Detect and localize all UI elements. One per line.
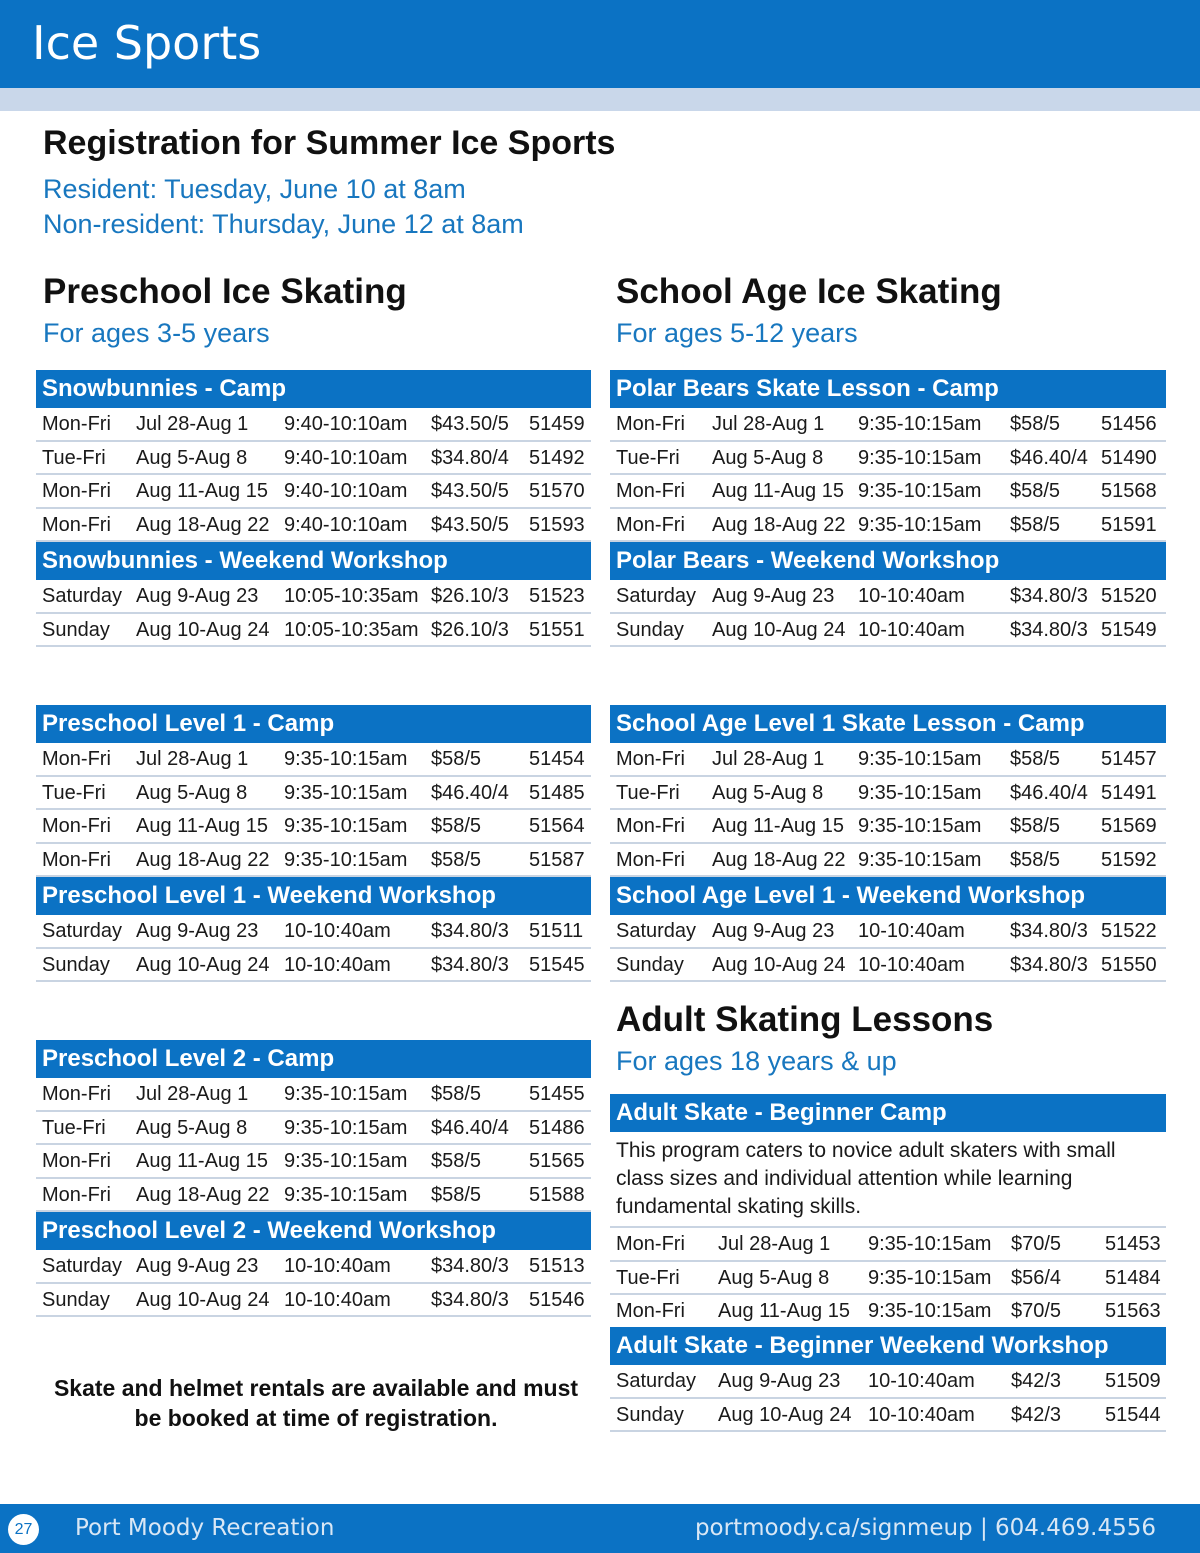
cell-course-code: 51484 — [1105, 1266, 1161, 1289]
table-heading: Polar Bears Skate Lesson - Camp — [610, 370, 1166, 408]
cell-fee: $58/5 — [431, 1183, 482, 1206]
table-row — [36, 844, 591, 878]
cell-course-code: 51457 — [1101, 748, 1157, 770]
cell-time: 10-10:40am — [868, 1403, 975, 1426]
table-row — [36, 915, 591, 949]
cell-dates: Aug 11-Aug 15 — [136, 815, 268, 838]
cell-time: 9:40-10:10am — [284, 480, 408, 503]
schedule-table-adult-beginner-weekend — [610, 1327, 1166, 1432]
page-number: 27 — [8, 1514, 39, 1545]
table-heading: Polar Bears - Weekend Workshop — [610, 542, 1166, 580]
cell-day: Mon-Fri — [616, 748, 685, 770]
cell-course-code: 51486 — [529, 1116, 585, 1139]
cell-fee: $34.80/3 — [1010, 920, 1088, 942]
header-strip — [0, 88, 1200, 111]
cell-dates: Aug 10-Aug 24 — [136, 1288, 270, 1311]
table-heading: Snowbunnies - Weekend Workshop — [36, 542, 591, 580]
cell-day: Sunday — [616, 1403, 684, 1426]
cell-course-code: 51491 — [1101, 781, 1157, 804]
cell-course-code: 51569 — [1101, 815, 1157, 838]
cell-time: 9:35-10:15am — [858, 848, 982, 871]
cell-course-code: 51550 — [1101, 953, 1157, 976]
cell-time: 9:35-10:15am — [868, 1266, 992, 1289]
cell-fee: $56/4 — [1011, 1266, 1062, 1289]
cell-day: Sunday — [616, 953, 684, 976]
cell-time: 9:35-10:15am — [858, 446, 982, 469]
cell-day: Mon-Fri — [42, 513, 111, 536]
cell-course-code: 51522 — [1101, 920, 1157, 942]
table-row — [610, 949, 1166, 983]
cell-day: Mon-Fri — [42, 1083, 111, 1105]
cell-course-code: 51453 — [1105, 1233, 1161, 1255]
cell-day: Tue-Fri — [616, 781, 680, 804]
table-row — [610, 509, 1166, 543]
cell-fee: $70/5 — [1011, 1233, 1062, 1255]
table-row — [610, 1365, 1166, 1399]
cell-dates: Jul 28-Aug 1 — [136, 413, 249, 435]
table-row — [610, 475, 1166, 509]
table-row — [36, 743, 591, 777]
table-heading: School Age Level 1 - Weekend Workshop — [610, 877, 1166, 915]
table-row — [610, 1228, 1166, 1262]
cell-fee: $58/5 — [1010, 480, 1061, 503]
cell-fee: $46.40/4 — [1010, 781, 1088, 804]
cell-fee: $34.80/3 — [1010, 618, 1088, 641]
table-row — [610, 408, 1166, 442]
schedule-table-school-age-level1-camp — [610, 705, 1166, 877]
cell-dates: Aug 11-Aug 15 — [136, 480, 268, 503]
table-row — [610, 580, 1166, 614]
cell-dates: Aug 9-Aug 23 — [712, 585, 835, 607]
cell-dates: Jul 28-Aug 1 — [718, 1233, 831, 1255]
cell-time: 9:35-10:15am — [284, 1183, 408, 1206]
cell-time: 9:35-10:15am — [858, 781, 982, 804]
cell-day: Sunday — [42, 1288, 110, 1311]
table-heading: Preschool Level 1 - Camp — [36, 705, 591, 743]
table-heading: School Age Level 1 Skate Lesson - Camp — [610, 705, 1166, 743]
table-row — [610, 915, 1166, 949]
cell-fee: $58/5 — [431, 848, 482, 871]
cell-fee: $58/5 — [1010, 848, 1061, 871]
table-row — [36, 408, 591, 442]
table-row — [36, 1179, 591, 1213]
cell-day: Mon-Fri — [616, 1300, 685, 1323]
cell-course-code: 51546 — [529, 1288, 585, 1311]
cell-dates: Aug 10-Aug 24 — [136, 618, 270, 641]
cell-time: 10-10:40am — [284, 920, 391, 942]
cell-dates: Aug 5-Aug 8 — [136, 781, 248, 804]
cell-day: Saturday — [42, 920, 123, 942]
adult-section-subtitle: For ages 18 years & up — [616, 1046, 897, 1076]
cell-dates: Jul 28-Aug 1 — [136, 748, 249, 770]
table-row — [610, 1399, 1166, 1433]
cell-course-code: 51551 — [529, 618, 585, 641]
cell-fee: $46.40/4 — [1010, 446, 1088, 469]
cell-time: 9:35-10:15am — [858, 815, 982, 838]
cell-dates: Aug 11-Aug 15 — [718, 1300, 850, 1323]
cell-course-code: 51587 — [529, 848, 585, 871]
cell-day: Mon-Fri — [42, 748, 111, 770]
cell-dates: Jul 28-Aug 1 — [136, 1083, 249, 1105]
cell-day: Mon-Fri — [42, 815, 111, 838]
cell-course-code: 51490 — [1101, 446, 1157, 469]
cell-day: Tue-Fri — [42, 446, 106, 469]
cell-time: 10-10:40am — [284, 1255, 391, 1277]
cell-fee: $58/5 — [1010, 513, 1061, 536]
cell-fee: $26.10/3 — [431, 618, 509, 641]
table-heading: Adult Skate - Beginner Weekend Workshop — [610, 1327, 1166, 1365]
cell-course-code: 51523 — [529, 585, 585, 607]
cell-day: Mon-Fri — [42, 1150, 111, 1173]
cell-time: 9:35-10:15am — [858, 748, 982, 770]
resident-registration-date: Resident: Tuesday, June 10 at 8am — [43, 174, 466, 204]
cell-course-code: 51456 — [1101, 413, 1157, 435]
cell-fee: $26.10/3 — [431, 585, 509, 607]
table-row — [610, 777, 1166, 811]
cell-day: Mon-Fri — [42, 848, 111, 871]
cell-day: Sunday — [42, 953, 110, 976]
cell-dates: Aug 11-Aug 15 — [136, 1150, 268, 1173]
table-row — [610, 614, 1166, 648]
page-header-banner — [0, 0, 1200, 88]
cell-time: 9:35-10:15am — [868, 1300, 992, 1323]
footer-contact: portmoody.ca/signmeup | 604.469.4556 — [694, 1515, 1156, 1541]
non-resident-registration-date: Non-resident: Thursday, June 12 at 8am — [43, 209, 524, 239]
table-row — [610, 442, 1166, 476]
cell-fee: $58/5 — [431, 748, 482, 770]
cell-day: Saturday — [616, 585, 697, 607]
cell-dates: Aug 18-Aug 22 — [712, 513, 846, 536]
table-row — [36, 810, 591, 844]
cell-day: Saturday — [616, 1370, 697, 1392]
cell-fee: $58/5 — [431, 815, 482, 838]
cell-course-code: 51549 — [1101, 618, 1157, 641]
cell-fee: $58/5 — [1010, 413, 1061, 435]
cell-day: Mon-Fri — [616, 480, 685, 503]
cell-course-code: 51455 — [529, 1083, 585, 1105]
cell-course-code: 51591 — [1101, 513, 1157, 536]
cell-course-code: 51544 — [1105, 1403, 1161, 1426]
cell-fee: $34.80/3 — [431, 1255, 509, 1277]
cell-course-code: 51520 — [1101, 585, 1157, 607]
cell-dates: Aug 18-Aug 22 — [136, 1183, 270, 1206]
cell-course-code: 51592 — [1101, 848, 1157, 871]
table-heading: Preschool Level 1 - Weekend Workshop — [36, 877, 591, 915]
cell-course-code: 51568 — [1101, 480, 1157, 503]
cell-time: 9:35-10:15am — [868, 1233, 992, 1255]
cell-day: Saturday — [616, 920, 697, 942]
cell-course-code: 51513 — [529, 1255, 585, 1277]
table-row — [36, 1145, 591, 1179]
adult-section-title: Adult Skating Lessons — [616, 1000, 994, 1039]
cell-day: Mon-Fri — [616, 413, 685, 435]
cell-fee: $34.80/3 — [431, 920, 509, 942]
cell-time: 10-10:40am — [284, 1288, 391, 1311]
cell-fee: $70/5 — [1011, 1300, 1062, 1323]
table-row — [36, 475, 591, 509]
school-age-section-title: School Age Ice Skating — [616, 272, 1002, 311]
cell-dates: Aug 18-Aug 22 — [712, 848, 846, 871]
table-row — [36, 442, 591, 476]
table-heading: Snowbunnies - Camp — [36, 370, 591, 408]
cell-fee: $46.40/4 — [431, 1116, 509, 1139]
preschool-section-title: Preschool Ice Skating — [43, 272, 407, 311]
page-footer — [0, 1504, 1200, 1553]
cell-dates: Aug 11-Aug 15 — [712, 815, 844, 838]
schedule-table-snowbunnies-weekend — [36, 542, 591, 647]
table-row — [36, 509, 591, 543]
cell-dates: Aug 10-Aug 24 — [718, 1403, 852, 1426]
cell-time: 9:40-10:10am — [284, 413, 408, 435]
table-row — [36, 1078, 591, 1112]
cell-fee: $46.40/4 — [431, 781, 509, 804]
schedule-table-snowbunnies-camp — [36, 370, 591, 542]
cell-dates: Jul 28-Aug 1 — [712, 413, 825, 435]
table-row — [610, 743, 1166, 777]
cell-course-code: 51588 — [529, 1183, 585, 1206]
table-row — [36, 1250, 591, 1284]
cell-time: 10-10:40am — [858, 920, 965, 942]
table-heading: Preschool Level 2 - Weekend Workshop — [36, 1212, 591, 1250]
footer-organization: Port Moody Recreation — [75, 1515, 335, 1541]
cell-course-code: 51564 — [529, 815, 585, 838]
cell-fee: $34.80/4 — [431, 446, 509, 469]
cell-dates: Aug 5-Aug 8 — [136, 446, 248, 469]
cell-dates: Aug 5-Aug 8 — [712, 781, 824, 804]
table-row — [36, 1112, 591, 1146]
cell-day: Saturday — [42, 1255, 123, 1277]
cell-dates: Aug 9-Aug 23 — [136, 585, 259, 607]
program-description: This program caters to novice adult skaters with small class sizes and individual attention while learning fundamental skating skills. — [610, 1132, 1166, 1228]
cell-day: Tue-Fri — [42, 1116, 106, 1139]
cell-day: Mon-Fri — [42, 413, 111, 435]
cell-dates: Aug 18-Aug 22 — [136, 848, 270, 871]
cell-fee: $34.80/3 — [431, 1288, 509, 1311]
cell-day: Tue-Fri — [616, 1266, 680, 1289]
cell-dates: Aug 5-Aug 8 — [718, 1266, 830, 1289]
rental-note: Skate and helmet rentals are available and must be booked at time of registration. — [53, 1375, 579, 1431]
cell-day: Sunday — [42, 618, 110, 641]
cell-fee: $58/5 — [431, 1083, 482, 1105]
cell-time: 9:40-10:10am — [284, 513, 408, 536]
cell-time: 10:05-10:35am — [284, 585, 419, 607]
cell-dates: Aug 9-Aug 23 — [712, 920, 835, 942]
cell-fee: $34.80/3 — [1010, 585, 1088, 607]
cell-day: Tue-Fri — [616, 446, 680, 469]
schedule-table-preschool-level2-weekend — [36, 1212, 591, 1317]
cell-day: Sunday — [616, 618, 684, 641]
cell-time: 10-10:40am — [858, 618, 965, 641]
cell-time: 9:35-10:15am — [284, 815, 408, 838]
cell-dates: Jul 28-Aug 1 — [712, 748, 825, 770]
cell-time: 9:35-10:15am — [284, 1150, 408, 1173]
cell-time: 9:35-10:15am — [284, 1116, 408, 1139]
schedule-table-polar-bears-camp — [610, 370, 1166, 542]
cell-time: 10-10:40am — [868, 1370, 975, 1392]
cell-fee: $58/5 — [431, 1150, 482, 1173]
cell-time: 9:35-10:15am — [858, 480, 982, 503]
cell-fee: $34.80/3 — [431, 953, 509, 976]
cell-day: Saturday — [42, 585, 123, 607]
cell-dates: Aug 10-Aug 24 — [712, 953, 846, 976]
cell-time: 9:35-10:15am — [284, 1083, 408, 1105]
cell-dates: Aug 5-Aug 8 — [136, 1116, 248, 1139]
cell-day: Mon-Fri — [616, 848, 685, 871]
cell-day: Mon-Fri — [616, 1233, 685, 1255]
cell-course-code: 51509 — [1105, 1370, 1161, 1392]
cell-course-code: 51593 — [529, 513, 585, 536]
table-row — [610, 1262, 1166, 1296]
cell-time: 9:35-10:15am — [284, 748, 408, 770]
cell-course-code: 51485 — [529, 781, 585, 804]
cell-time: 9:35-10:15am — [858, 513, 982, 536]
schedule-table-preschool-level1-weekend — [36, 877, 591, 982]
cell-day: Mon-Fri — [616, 815, 685, 838]
cell-dates: Aug 10-Aug 24 — [712, 618, 846, 641]
cell-course-code: 51563 — [1105, 1300, 1161, 1323]
cell-fee: $58/5 — [1010, 748, 1061, 770]
cell-dates: Aug 18-Aug 22 — [136, 513, 270, 536]
cell-course-code: 51545 — [529, 953, 585, 976]
cell-dates: Aug 11-Aug 15 — [712, 480, 844, 503]
cell-dates: Aug 5-Aug 8 — [712, 446, 824, 469]
cell-time: 9:35-10:15am — [284, 781, 408, 804]
schedule-table-preschool-level2-camp — [36, 1040, 591, 1212]
table-heading: Adult Skate - Beginner Camp — [610, 1094, 1166, 1132]
cell-fee: $42/3 — [1011, 1370, 1062, 1392]
table-row — [36, 1284, 591, 1318]
cell-fee: $43.50/5 — [431, 413, 509, 435]
cell-dates: Aug 9-Aug 23 — [136, 920, 259, 942]
table-row — [36, 580, 591, 614]
cell-course-code: 51454 — [529, 748, 585, 770]
table-row — [36, 777, 591, 811]
cell-time: 10-10:40am — [284, 953, 391, 976]
cell-course-code: 51492 — [529, 446, 585, 469]
registration-title: Registration for Summer Ice Sports — [43, 124, 616, 162]
cell-day: Mon-Fri — [42, 480, 111, 503]
cell-course-code: 51459 — [529, 413, 585, 435]
cell-course-code: 51511 — [529, 920, 584, 942]
cell-course-code: 51565 — [529, 1150, 585, 1173]
schedule-table-preschool-level1-camp — [36, 705, 591, 877]
cell-day: Mon-Fri — [616, 513, 685, 536]
table-row — [36, 614, 591, 648]
cell-time: 9:40-10:10am — [284, 446, 408, 469]
table-row — [610, 1295, 1166, 1329]
cell-time: 10:05-10:35am — [284, 618, 419, 641]
table-row — [610, 810, 1166, 844]
schedule-table-school-age-level1-weekend — [610, 877, 1166, 982]
table-heading: Preschool Level 2 - Camp — [36, 1040, 591, 1078]
table-row — [36, 949, 591, 983]
cell-time: 10-10:40am — [858, 953, 965, 976]
table-row — [610, 844, 1166, 878]
cell-time: 9:35-10:15am — [284, 848, 408, 871]
cell-fee: $42/3 — [1011, 1403, 1062, 1426]
cell-day: Tue-Fri — [42, 781, 106, 804]
schedule-table-polar-bears-weekend — [610, 542, 1166, 647]
cell-dates: Aug 9-Aug 23 — [136, 1255, 259, 1277]
cell-fee: $34.80/3 — [1010, 953, 1088, 976]
cell-day: Mon-Fri — [42, 1183, 111, 1206]
schedule-table-adult-beginner-camp — [610, 1094, 1166, 1329]
cell-course-code: 51570 — [529, 480, 585, 503]
cell-fee: $58/5 — [1010, 815, 1061, 838]
cell-fee: $43.50/5 — [431, 480, 509, 503]
cell-dates: Aug 10-Aug 24 — [136, 953, 270, 976]
cell-dates: Aug 9-Aug 23 — [718, 1370, 841, 1392]
cell-time: 9:35-10:15am — [858, 413, 982, 435]
cell-time: 10-10:40am — [858, 585, 965, 607]
school-age-section-subtitle: For ages 5-12 years — [616, 318, 858, 348]
preschool-section-subtitle: For ages 3-5 years — [43, 318, 270, 348]
cell-fee: $43.50/5 — [431, 513, 509, 536]
page-title: Ice Sports — [32, 16, 262, 70]
